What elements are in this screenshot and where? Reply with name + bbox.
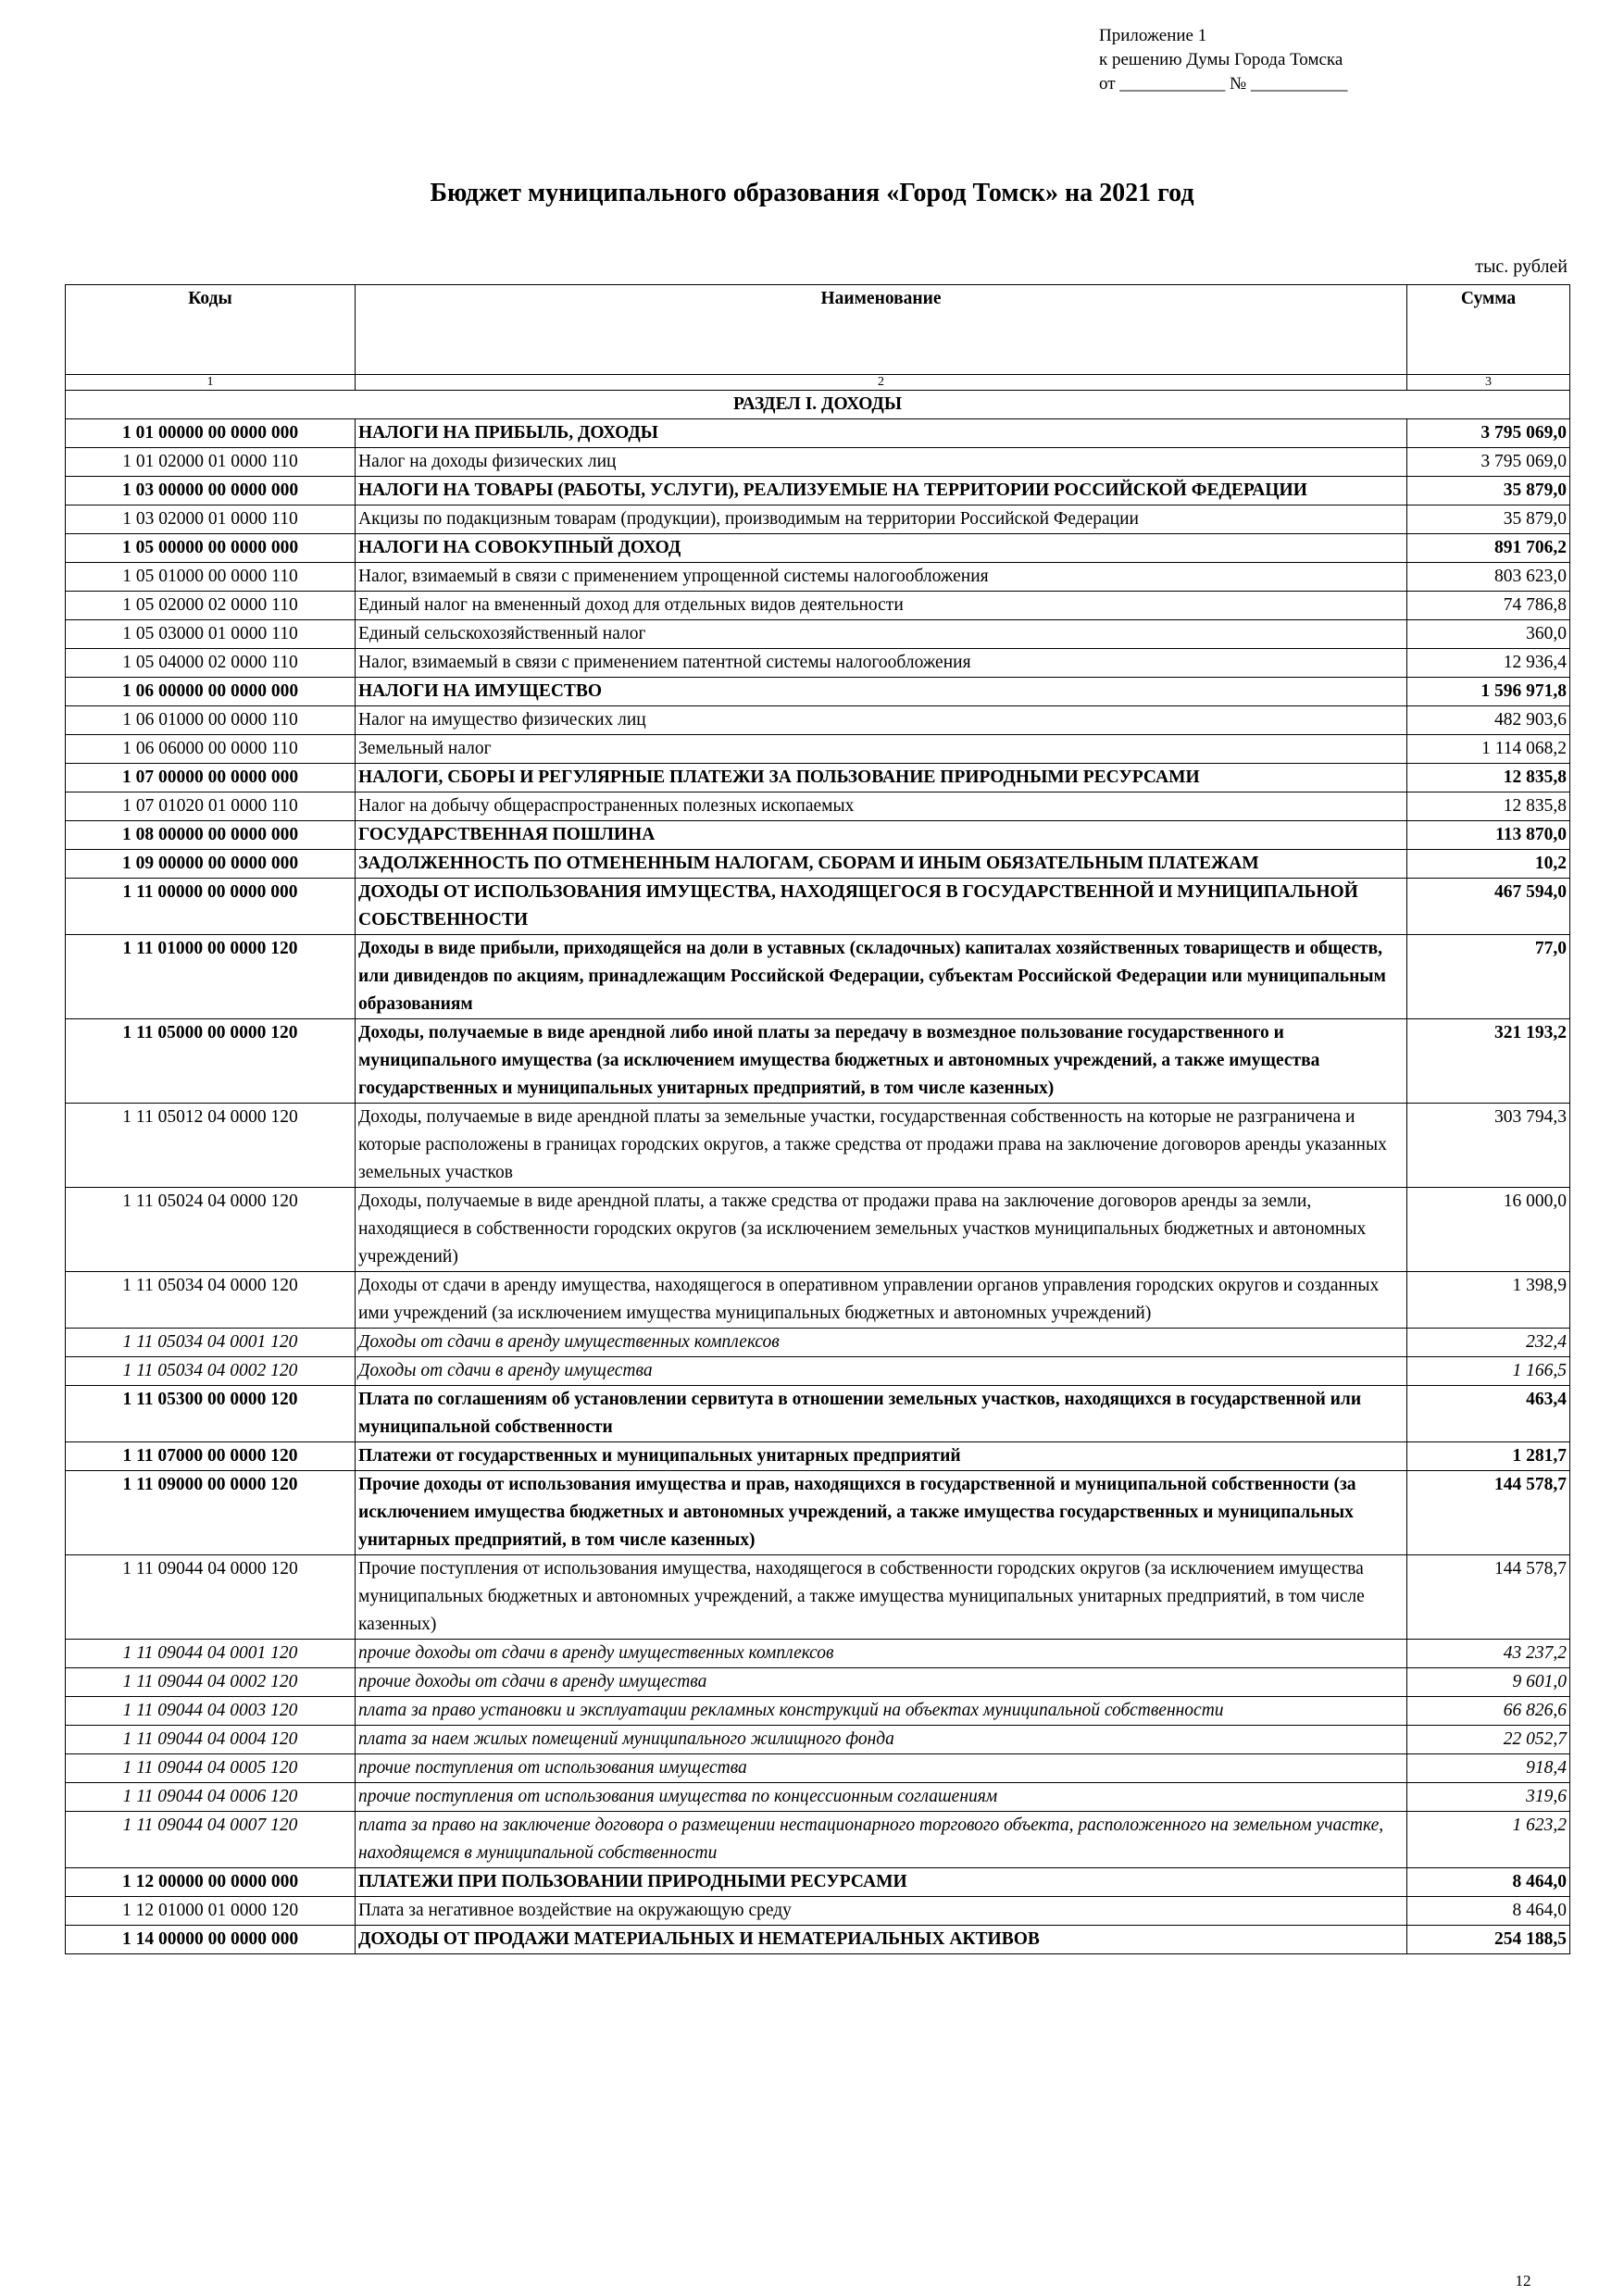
- row-name: НАЛОГИ НА СОВОКУПНЫЙ ДОХОД: [356, 534, 1407, 563]
- row-amount: 321 193,2: [1407, 1019, 1570, 1104]
- appendix-line-1: Приложение 1: [1099, 26, 1207, 45]
- table-row: [66, 1897, 1570, 1926]
- row-code: 1 05 00000 00 0000 000: [66, 534, 356, 563]
- row-code: 1 11 05034 04 0002 120: [66, 1357, 356, 1386]
- header-codes: Коды: [66, 285, 356, 375]
- row-code: 1 11 00000 00 0000 000: [66, 879, 356, 935]
- row-amount: 319,6: [1407, 1783, 1570, 1812]
- table-row: [66, 706, 1570, 735]
- row-code: 1 11 09044 04 0005 120: [66, 1754, 356, 1783]
- row-name: прочие доходы от сдачи в аренду имущественных комплексов: [356, 1640, 1407, 1668]
- row-code: 1 09 00000 00 0000 000: [66, 850, 356, 879]
- table-row: [66, 448, 1570, 477]
- row-amount: 8 464,0: [1407, 1897, 1570, 1926]
- row-name: Земельный налог: [356, 735, 1407, 764]
- row-amount: 803 623,0: [1407, 563, 1570, 592]
- row-amount: 22 052,7: [1407, 1726, 1570, 1754]
- row-amount: 3 795 069,0: [1407, 419, 1570, 448]
- row-name: Платежи от государственных и муниципальных унитарных предприятий: [356, 1442, 1407, 1471]
- row-amount: 1 166,5: [1407, 1357, 1570, 1386]
- table-row: [66, 1668, 1570, 1697]
- row-name: плата за наем жилых помещений муниципального жилищного фонда: [356, 1726, 1407, 1754]
- header-amount: Сумма: [1407, 285, 1570, 375]
- table-row: [66, 649, 1570, 678]
- row-code: 1 01 02000 01 0000 110: [66, 448, 356, 477]
- table-row: [66, 879, 1570, 935]
- column-number: 3: [1407, 375, 1570, 391]
- table-row: [66, 1812, 1570, 1868]
- table-row: [66, 1019, 1570, 1104]
- row-amount: 1 114 068,2: [1407, 735, 1570, 764]
- table-row: [66, 1783, 1570, 1812]
- table-row: [66, 1640, 1570, 1668]
- row-name: Доходы, получаемые в виде арендной либо иной платы за передачу в возмездное пользование государственного и муниципального имущества (за исключением имущества бюджетных и автономных учреждений, а также имущества государственных и муниципальных унитарных предприятий, в том числе казенных): [356, 1019, 1407, 1104]
- row-code: 1 11 09044 04 0007 120: [66, 1812, 356, 1868]
- header-name: Наименование: [356, 285, 1407, 375]
- row-code: 1 11 09044 04 0000 120: [66, 1555, 356, 1640]
- row-name: Доходы, получаемые в виде арендной платы за земельные участки, государственная собственность на которые не разграничена и которые расположены в границах городских округов, а также средства от продажи права на заключение договоров аренды указанных земельных участков: [356, 1104, 1407, 1188]
- budget-table: [65, 284, 1570, 1954]
- row-amount: 144 578,7: [1407, 1555, 1570, 1640]
- appendix-line-3: от ____________ № ___________: [1099, 74, 1348, 94]
- table-row: [66, 563, 1570, 592]
- table-row: [66, 534, 1570, 563]
- table-row: [66, 1272, 1570, 1329]
- table-header-row: [66, 285, 1570, 375]
- row-amount: 35 879,0: [1407, 477, 1570, 505]
- units-label: тыс. рублей: [1475, 256, 1568, 277]
- row-name: ЗАДОЛЖЕННОСТЬ ПО ОТМЕНЕННЫМ НАЛОГАМ, СБОРАМ И ИНЫМ ОБЯЗАТЕЛЬНЫМ ПЛАТЕЖАМ: [356, 850, 1407, 879]
- row-code: 1 11 01000 00 0000 120: [66, 935, 356, 1019]
- row-amount: 360,0: [1407, 620, 1570, 649]
- row-amount: 254 188,5: [1407, 1926, 1570, 1954]
- table-row: [66, 1926, 1570, 1954]
- row-name: плата за право установки и эксплуатации рекламных конструкций на объектах муниципальной собственности: [356, 1697, 1407, 1726]
- table-row: [66, 1442, 1570, 1471]
- row-name: Доходы от сдачи в аренду имущества, находящегося в оперативном управлении органов управления городских округов и созданных ими учреждений (за исключением имущества муниципальных бюджетных и автономных учреждений): [356, 1272, 1407, 1329]
- table-row: [66, 477, 1570, 505]
- section-title: РАЗДЕЛ I. ДОХОДЫ: [66, 391, 1570, 419]
- column-number: 1: [66, 375, 356, 391]
- column-number: 2: [356, 375, 1407, 391]
- row-code: 1 11 05012 04 0000 120: [66, 1104, 356, 1188]
- row-amount: 113 870,0: [1407, 821, 1570, 850]
- row-code: 1 01 00000 00 0000 000: [66, 419, 356, 448]
- table-row: [66, 678, 1570, 706]
- table-row: [66, 620, 1570, 649]
- table-row: [66, 821, 1570, 850]
- row-amount: 43 237,2: [1407, 1640, 1570, 1668]
- row-code: 1 05 03000 01 0000 110: [66, 620, 356, 649]
- row-amount: 12 936,4: [1407, 649, 1570, 678]
- table-row: [66, 935, 1570, 1019]
- row-code: 1 05 04000 02 0000 110: [66, 649, 356, 678]
- row-amount: 1 281,7: [1407, 1442, 1570, 1471]
- table-row: [66, 419, 1570, 448]
- row-name: Плата по соглашениям об установлении сервитута в отношении земельных участков, находящихся в государственной или муниципальной собственности: [356, 1386, 1407, 1442]
- appendix-line-2: к решению Думы Города Томска: [1099, 50, 1343, 69]
- row-code: 1 05 01000 00 0000 110: [66, 563, 356, 592]
- row-code: 1 11 09044 04 0006 120: [66, 1783, 356, 1812]
- row-name: Прочие поступления от использования имущества, находящегося в собственности городских округов (за исключением имущества муниципальных бюджетных и автономных учреждений, а также имущества муниципальных унитарных предприятий, в том числе казенных): [356, 1555, 1407, 1640]
- table-row: [66, 1868, 1570, 1897]
- row-amount: 232,4: [1407, 1329, 1570, 1357]
- row-name: Единый сельскохозяйственный налог: [356, 620, 1407, 649]
- row-name: НАЛОГИ НА ИМУЩЕСТВО: [356, 678, 1407, 706]
- row-amount: 35 879,0: [1407, 505, 1570, 534]
- table-row: [66, 1188, 1570, 1272]
- row-code: 1 11 05034 04 0000 120: [66, 1272, 356, 1329]
- row-name: НАЛОГИ НА ПРИБЫЛЬ, ДОХОДЫ: [356, 419, 1407, 448]
- section-row: [66, 391, 1570, 419]
- table-row: [66, 1697, 1570, 1726]
- table-row: [66, 505, 1570, 534]
- row-amount: 12 835,8: [1407, 764, 1570, 792]
- row-amount: 10,2: [1407, 850, 1570, 879]
- row-name: НАЛОГИ НА ТОВАРЫ (РАБОТЫ, УСЛУГИ), РЕАЛИЗУЕМЫЕ НА ТЕРРИТОРИИ РОССИЙСКОЙ ФЕДЕРАЦИИ: [356, 477, 1407, 505]
- row-amount: 77,0: [1407, 935, 1570, 1019]
- row-code: 1 11 09044 04 0002 120: [66, 1668, 356, 1697]
- row-name: Плата за негативное воздействие на окружающую среду: [356, 1897, 1407, 1926]
- row-name: Налог, взимаемый в связи с применением упрощенной системы налогообложения: [356, 563, 1407, 592]
- row-amount: 918,4: [1407, 1754, 1570, 1783]
- row-name: Доходы от сдачи в аренду имущества: [356, 1357, 1407, 1386]
- row-name: НАЛОГИ, СБОРЫ И РЕГУЛЯРНЫЕ ПЛАТЕЖИ ЗА ПОЛЬЗОВАНИЕ ПРИРОДНЫМИ РЕСУРСАМИ: [356, 764, 1407, 792]
- table-row: [66, 792, 1570, 821]
- row-name: Доходы, получаемые в виде арендной платы, а также средства от продажи права на заключение договоров аренды за земли, находящиеся в собственности городских округов (за исключением земельных участков муниципальных бюджетных и автономных учреждений): [356, 1188, 1407, 1272]
- row-name: Прочие доходы от использования имущества и прав, находящихся в государственной и муниципальной собственности (за исключением имущества бюджетных и автономных учреждений, а также имущества государственных и муниципальных унитарных предприятий, в том числе казенных): [356, 1471, 1407, 1555]
- row-name: плата за право на заключение договора о размещении нестационарного торгового объекта, расположенного на земельном участке, находящемся в муниципальной собственности: [356, 1812, 1407, 1868]
- row-code: 1 06 06000 00 0000 110: [66, 735, 356, 764]
- row-code: 1 14 00000 00 0000 000: [66, 1926, 356, 1954]
- row-amount: 12 835,8: [1407, 792, 1570, 821]
- document-title: Бюджет муниципального образования «Город Томск» на 2021 год: [430, 179, 1194, 207]
- row-amount: 16 000,0: [1407, 1188, 1570, 1272]
- row-name: Налог, взимаемый в связи с применением патентной системы налогообложения: [356, 649, 1407, 678]
- row-code: 1 05 02000 02 0000 110: [66, 592, 356, 620]
- row-amount: 482 903,6: [1407, 706, 1570, 735]
- table-row: [66, 1329, 1570, 1357]
- row-amount: 467 594,0: [1407, 879, 1570, 935]
- row-code: 1 11 05034 04 0001 120: [66, 1329, 356, 1357]
- row-code: 1 11 09044 04 0001 120: [66, 1640, 356, 1668]
- table-row: [66, 1386, 1570, 1442]
- row-amount: 8 464,0: [1407, 1868, 1570, 1897]
- row-amount: 66 826,6: [1407, 1697, 1570, 1726]
- row-name: прочие поступления от использования имущества по концессионным соглашениям: [356, 1783, 1407, 1812]
- row-code: 1 11 09044 04 0003 120: [66, 1697, 356, 1726]
- row-name: Налог на имущество физических лиц: [356, 706, 1407, 735]
- table-row: [66, 764, 1570, 792]
- row-amount: 1 623,2: [1407, 1812, 1570, 1868]
- row-amount: 3 795 069,0: [1407, 448, 1570, 477]
- row-name: прочие поступления от использования имущества: [356, 1754, 1407, 1783]
- row-code: 1 07 00000 00 0000 000: [66, 764, 356, 792]
- table-row: [66, 592, 1570, 620]
- row-name: ДОХОДЫ ОТ ИСПОЛЬЗОВАНИЯ ИМУЩЕСТВА, НАХОДЯЩЕГОСЯ В ГОСУДАРСТВЕННОЙ И МУНИЦИПАЛЬНОЙ СОБСТВЕННОСТИ: [356, 879, 1407, 935]
- row-amount: 1 596 971,8: [1407, 678, 1570, 706]
- row-code: 1 12 00000 00 0000 000: [66, 1868, 356, 1897]
- table-row: [66, 1754, 1570, 1783]
- row-code: 1 11 05024 04 0000 120: [66, 1188, 356, 1272]
- table-row: [66, 850, 1570, 879]
- appendix-note: [1099, 24, 1347, 96]
- table-row: [66, 1726, 1570, 1754]
- row-code: 1 06 01000 00 0000 110: [66, 706, 356, 735]
- page-number: 12: [1515, 2272, 1531, 2290]
- row-code: 1 11 05300 00 0000 120: [66, 1386, 356, 1442]
- row-name: Единый налог на вмененный доход для отдельных видов деятельности: [356, 592, 1407, 620]
- row-name: Налог на доходы физических лиц: [356, 448, 1407, 477]
- row-amount: 144 578,7: [1407, 1471, 1570, 1555]
- row-code: 1 08 00000 00 0000 000: [66, 821, 356, 850]
- row-name: Налог на добычу общераспространенных полезных ископаемых: [356, 792, 1407, 821]
- row-amount: 74 786,8: [1407, 592, 1570, 620]
- row-amount: 1 398,9: [1407, 1272, 1570, 1329]
- table-row: [66, 1555, 1570, 1640]
- row-code: 1 07 01020 01 0000 110: [66, 792, 356, 821]
- row-amount: 891 706,2: [1407, 534, 1570, 563]
- row-code: 1 11 05000 00 0000 120: [66, 1019, 356, 1104]
- row-code: 1 12 01000 01 0000 120: [66, 1897, 356, 1926]
- row-name: ГОСУДАРСТВЕННАЯ ПОШЛИНА: [356, 821, 1407, 850]
- row-code: 1 11 09044 04 0004 120: [66, 1726, 356, 1754]
- row-name: ДОХОДЫ ОТ ПРОДАЖИ МАТЕРИАЛЬНЫХ И НЕМАТЕРИАЛЬНЫХ АКТИВОВ: [356, 1926, 1407, 1954]
- row-name: Доходы в виде прибыли, приходящейся на доли в уставных (складочных) капиталах хозяйственных товариществ и обществ, или дивидендов по акциям, принадлежащим Российской Федерации, субъектам Российской Федерации или муниципальным образованиям: [356, 935, 1407, 1019]
- row-name: Акцизы по подакцизным товарам (продукции), производимым на территории Российской Федерации: [356, 505, 1407, 534]
- table-row: [66, 1471, 1570, 1555]
- row-code: 1 06 00000 00 0000 000: [66, 678, 356, 706]
- table-row: [66, 1357, 1570, 1386]
- row-amount: 9 601,0: [1407, 1668, 1570, 1697]
- row-amount: 463,4: [1407, 1386, 1570, 1442]
- row-name: прочие доходы от сдачи в аренду имущества: [356, 1668, 1407, 1697]
- table-row: [66, 1104, 1570, 1188]
- row-code: 1 03 02000 01 0000 110: [66, 505, 356, 534]
- row-amount: 303 794,3: [1407, 1104, 1570, 1188]
- column-number-row: [66, 375, 1570, 391]
- row-code: 1 03 00000 00 0000 000: [66, 477, 356, 505]
- row-code: 1 11 07000 00 0000 120: [66, 1442, 356, 1471]
- row-name: Доходы от сдачи в аренду имущественных комплексов: [356, 1329, 1407, 1357]
- table-row: [66, 735, 1570, 764]
- row-code: 1 11 09000 00 0000 120: [66, 1471, 356, 1555]
- row-name: ПЛАТЕЖИ ПРИ ПОЛЬЗОВАНИИ ПРИРОДНЫМИ РЕСУРСАМИ: [356, 1868, 1407, 1897]
